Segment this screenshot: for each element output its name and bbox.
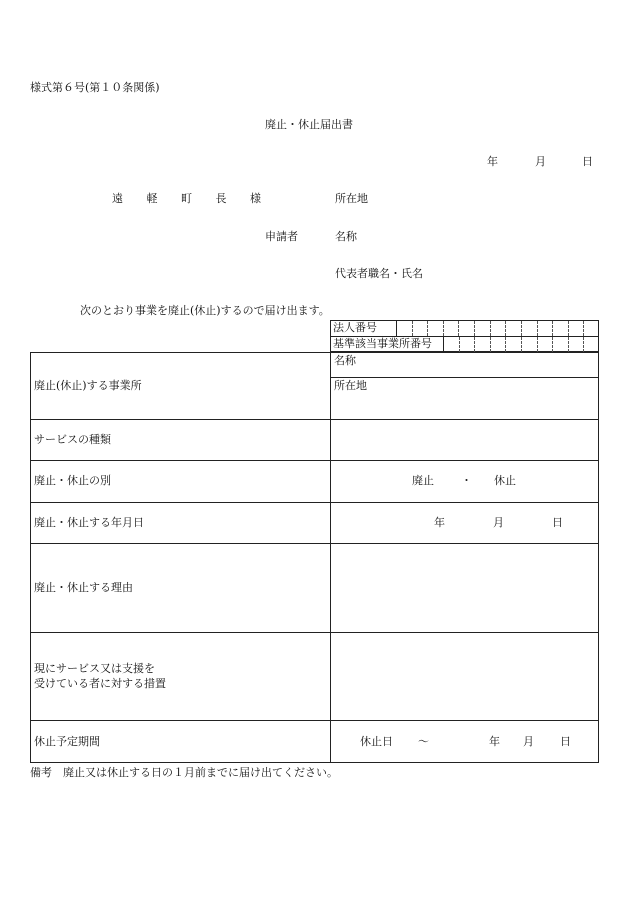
digit-cell-divider bbox=[490, 321, 491, 336]
digit-cell-divider bbox=[505, 321, 506, 336]
measures-label-line1: 現にサービス又は支援を bbox=[34, 662, 155, 675]
digit-cell-divider bbox=[537, 321, 538, 336]
office-label: 廃止(休止)する事業所 bbox=[34, 379, 142, 392]
form-number: 様式第６号(第１０条関係) bbox=[30, 81, 160, 94]
date-day: 日 bbox=[582, 155, 593, 168]
office-address-label: 所在地 bbox=[334, 379, 367, 392]
digit-cell-divider bbox=[552, 337, 553, 352]
digit-cell-divider bbox=[490, 337, 491, 352]
period-month-label: 月 bbox=[523, 735, 534, 748]
period-tilde: ～ bbox=[418, 735, 429, 748]
intro-text: 次のとおり事業を廃止(休止)するので届け出ます。 bbox=[80, 304, 330, 317]
office-number-label: 基準該当事業所番号 bbox=[333, 337, 432, 350]
date-year-label: 年 bbox=[434, 516, 445, 529]
table-row-divider bbox=[30, 720, 599, 721]
table-row-divider bbox=[30, 502, 599, 503]
applicant-label: 申請者 bbox=[265, 230, 298, 243]
main-table bbox=[30, 352, 599, 763]
corporate-number-label: 法人番号 bbox=[333, 321, 377, 334]
option-suspend[interactable]: 休止 bbox=[494, 474, 516, 487]
period-year-label: 年 bbox=[489, 735, 500, 748]
table-row-divider bbox=[30, 543, 599, 544]
date-month-label: 月 bbox=[493, 516, 504, 529]
digit-cell-divider bbox=[443, 321, 444, 336]
date-label: 廃止・休止する年月日 bbox=[34, 516, 144, 529]
distinction-label: 廃止・休止の別 bbox=[34, 474, 111, 487]
digit-cell-divider bbox=[583, 337, 584, 352]
date-day-label: 日 bbox=[552, 516, 563, 529]
addressee: 遠 軽 町 長 様 bbox=[112, 192, 271, 205]
digit-cell-divider bbox=[521, 321, 522, 336]
applicant-name-label: 名称 bbox=[335, 230, 357, 243]
digit-cell-divider bbox=[568, 321, 569, 336]
digit-cell-divider bbox=[583, 321, 584, 336]
table-column-divider bbox=[330, 352, 331, 763]
service-type-label: サービスの種類 bbox=[34, 433, 111, 446]
digit-cell-divider bbox=[459, 337, 460, 352]
digit-cell-divider bbox=[458, 321, 459, 336]
note: 備考 廃止又は休止する日の１月前までに届け出てください。 bbox=[30, 766, 338, 779]
table-row-divider bbox=[30, 460, 599, 461]
period-start-label: 休止日 bbox=[360, 735, 393, 748]
table-row-divider bbox=[30, 419, 599, 420]
reason-label: 廃止・休止する理由 bbox=[34, 581, 133, 594]
digit-cell-divider bbox=[427, 321, 428, 336]
period-label: 休止予定期間 bbox=[34, 735, 100, 748]
date-month: 月 bbox=[535, 155, 546, 168]
date-year: 年 bbox=[487, 155, 498, 168]
corporate-number-separator bbox=[396, 320, 397, 336]
digit-cell-divider bbox=[521, 337, 522, 352]
office-name-divider bbox=[330, 377, 599, 378]
page-title: 廃止・休止届出書 bbox=[265, 118, 353, 131]
measures-label-line2: 受けている者に対する措置 bbox=[34, 677, 166, 690]
table-row-divider bbox=[30, 632, 599, 633]
digit-cell-divider bbox=[474, 337, 475, 352]
representative-label: 代表者職名・氏名 bbox=[335, 267, 423, 280]
digit-cell-divider bbox=[537, 337, 538, 352]
digit-cell-divider bbox=[568, 337, 569, 352]
option-abolish[interactable]: 廃止 bbox=[412, 474, 434, 487]
period-day-label: 日 bbox=[560, 735, 571, 748]
digit-cell-divider bbox=[474, 321, 475, 336]
digit-cell-divider bbox=[505, 337, 506, 352]
option-separator: ・ bbox=[461, 474, 472, 487]
office-name-label: 名称 bbox=[334, 354, 356, 367]
digit-cell-divider bbox=[552, 321, 553, 336]
digit-cell-divider bbox=[412, 321, 413, 336]
applicant-address-label: 所在地 bbox=[335, 192, 368, 205]
office-number-separator bbox=[443, 336, 444, 352]
